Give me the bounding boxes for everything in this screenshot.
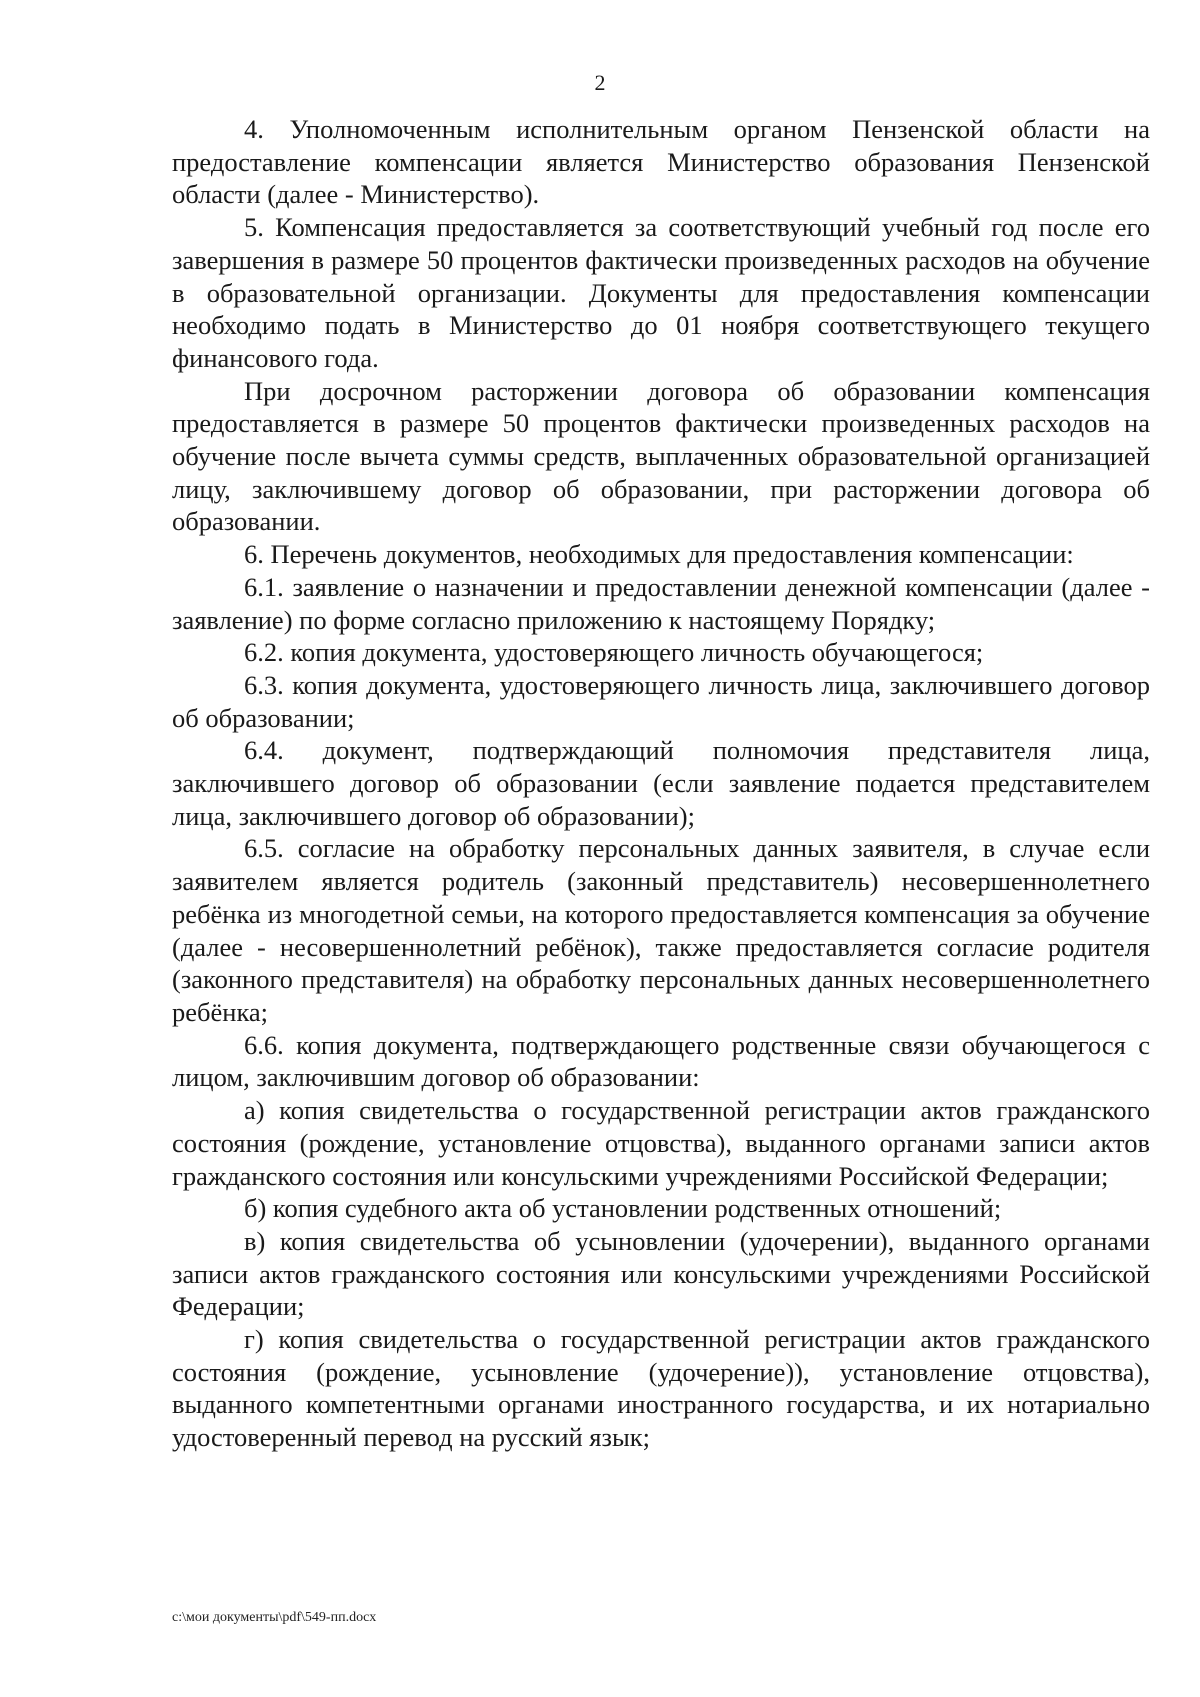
document-body [172,113,1150,1454]
paragraph-item-6-4: 6.4. документ, подтверждающий полномочия представителя лица, заключившего договор об образовании (если заявление подается представителем лица, заключившего договор об образовании); [172,735,1150,831]
paragraph-item-6-5: 6.5. согласие на обработку персональных данных заявителя, в случае если заявителем является родитель (законный представитель) несовершеннолетнего ребёнка из многодетной семьи, на которого предоставляется компенсация за обучение (далее - несовершеннолетний ребёнок), также предоставляется согласие родителя (законного представителя) на обработку персональных данных несовершеннолетнего ребёнка; [172,833,1150,1027]
paragraph-subitem-v: в) копия свидетельства об усыновлении (удочерении), выданного органами записи актов гражданского состояния или консульскими учреждениями Российской Федерации; [172,1225,1150,1322]
paragraph-item-6-1: 6.1. заявление о назначении и предоставлении денежной компенсации (далее - заявление) по форме согласно приложению к настоящему Порядку; [172,571,1150,635]
paragraph-item-4: 4. Уполномоченным исполнительным органом Пензенской области на предоставление компенсации является Министерство образования Пензенской области (далее - Министерство). [172,114,1150,210]
paragraph-item-6-6: 6.6. копия документа, подтверждающего родственные связи обучающегося с лицом, заключившим договор об образовании: [172,1029,1150,1093]
paragraph-item-6-3: 6.3. копия документа, удостоверяющего личность лица, заключившего договор об образовании; [172,669,1150,733]
paragraph-item-6: 6. Перечень документов, необходимых для предоставления компенсации: [244,539,1074,570]
footer-file-path: c:\мои документы\pdf\549-пп.docx [172,1610,377,1625]
paragraph-subitem-g: г) копия свидетельства о государственной регистрации актов гражданского состояния (рождение, усыновление (удочерение)), установление отцовства), выданного компетентными органами иностранного государства, и их нотариально удостоверенный перевод на русский язык; [172,1324,1150,1453]
paragraph-subitem-a: а) копия свидетельства о государственной регистрации актов гражданского состояния (рождение, установление отцовства), выданного органами записи актов гражданского состояния или консульскими учреждениями Российской Федерации; [172,1095,1150,1191]
paragraph-item-6-2: 6.2. копия документа, удостоверяющего личность обучающегося; [244,637,984,668]
paragraph-early-termination: При досрочном расторжении договора об образовании компенсация предоставляется в размере 50 процентов фактически произведенных расходов на обучение после вычета суммы средств, выплаченных образовательной организацией лицу, заключившему договор об образовании, при расторжении договора об образовании. [172,375,1150,537]
paragraph-item-5: 5. Компенсация предоставляется за соответствующий учебный год после его завершения в размере 50 процентов фактически произведенных расходов на обучение в образовательной организации. Документы для предоставления компенсации необходимо подать в Министерство до 01 ноября соответствующего текущего финансового года. [172,212,1150,373]
page-number: 2 [594,70,606,95]
paragraph-subitem-b: б) копия судебного акта об установлении родственных отношений; [244,1193,1002,1224]
